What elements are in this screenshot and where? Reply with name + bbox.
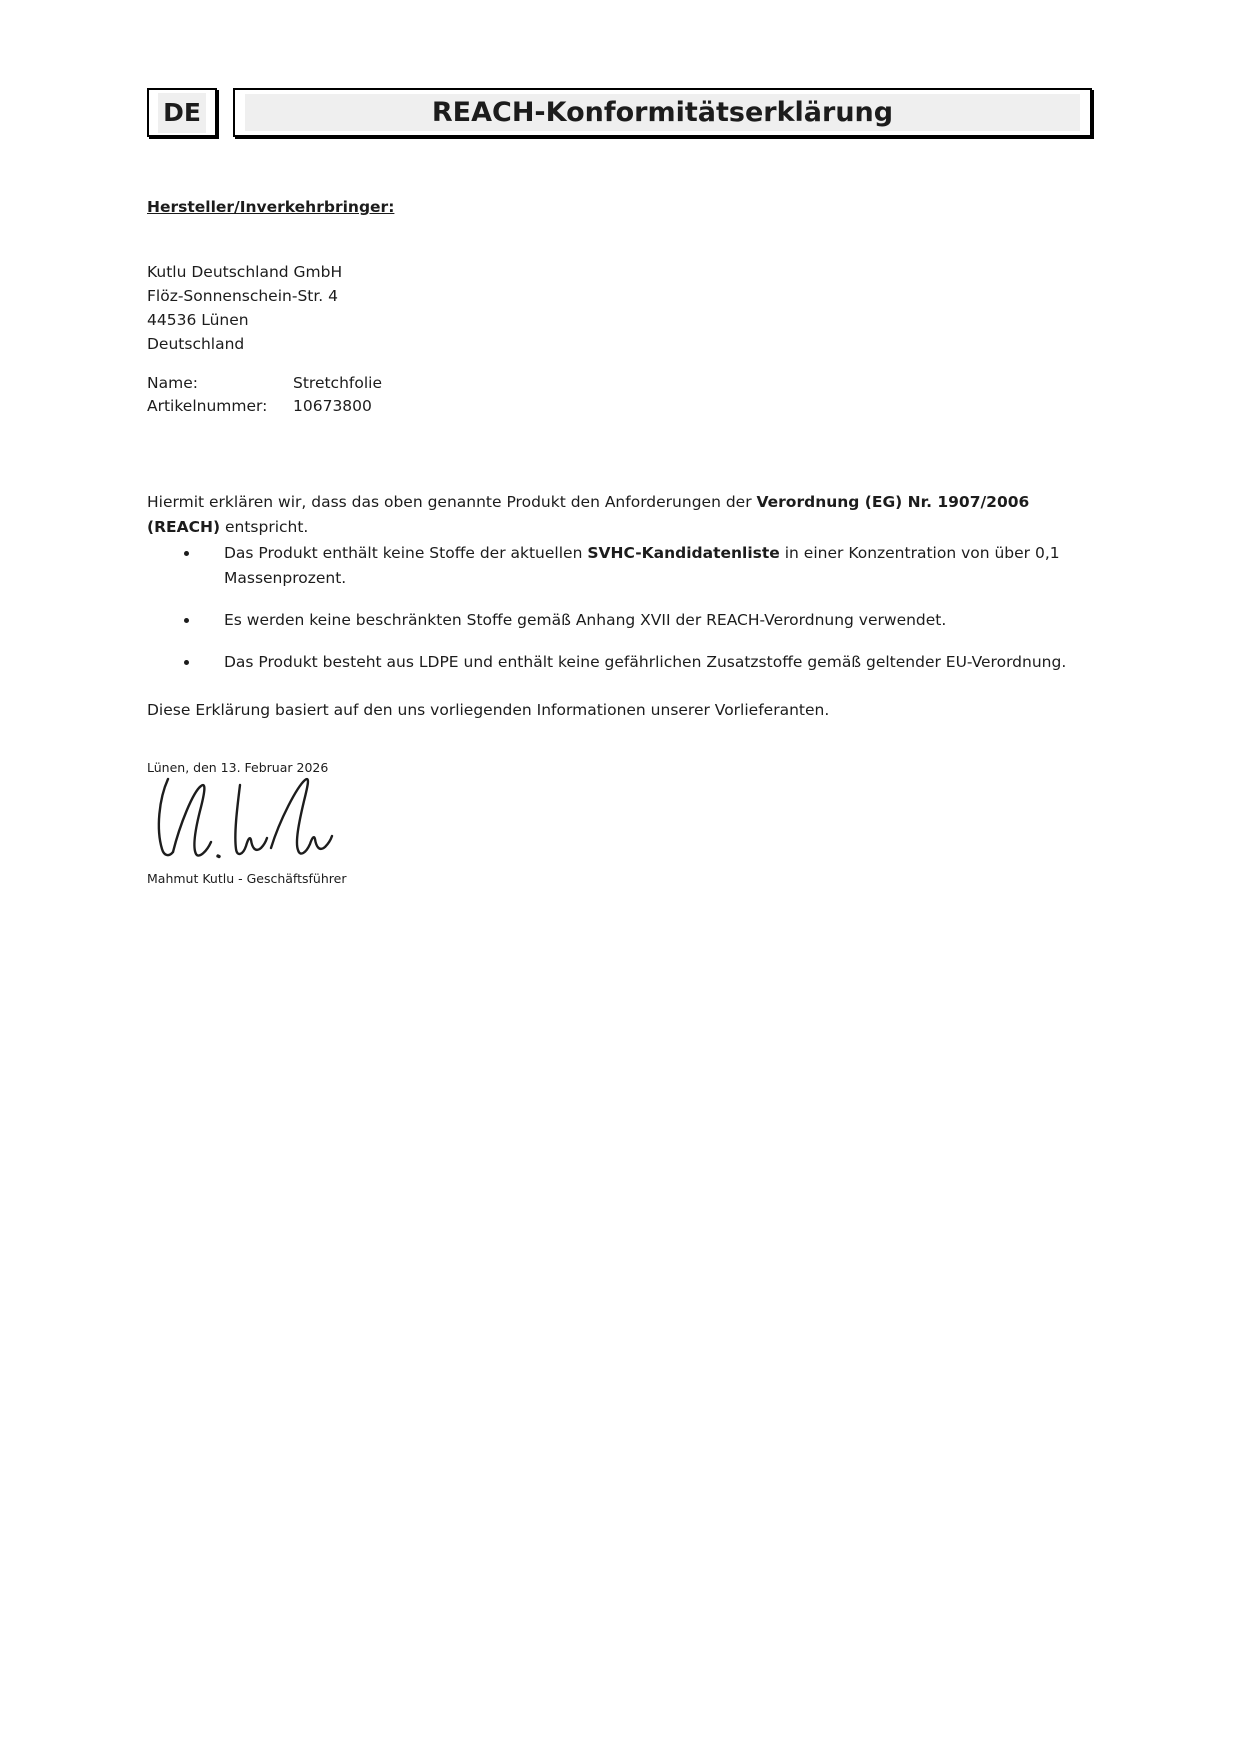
manufacturer-country: Deutschland	[147, 335, 245, 353]
bullet-svhc	[147, 541, 1094, 591]
product-info	[147, 372, 382, 418]
product-article-value: 10673800	[293, 397, 372, 415]
title-box	[233, 88, 1092, 137]
manufacturer-heading: Hersteller/Inverkehrbringer:	[147, 198, 395, 216]
declaration-intro	[147, 490, 1094, 540]
bullet-svhc-after: in einer Konzentration von über 0,1 Massenprozent.	[224, 544, 1060, 587]
manufacturer-city: 44536 Lünen	[147, 311, 249, 329]
place-date: Lünen, den 13. Februar 2026	[147, 760, 329, 775]
product-article-label: Artikelnummer:	[147, 397, 268, 415]
bullet-svhc-before: Das Produkt enthält keine Stoffe der aktuellen	[224, 544, 588, 562]
language-badge-box	[147, 88, 217, 137]
product-article-row	[147, 395, 382, 418]
document-header	[147, 88, 1092, 137]
bullet-svhc-bold: SVHC-Kandidatenliste	[587, 544, 780, 562]
signatory-caption: Mahmut Kutlu - Geschäftsführer	[147, 871, 347, 886]
declaration-basis: Diese Erklärung basiert auf den uns vorliegenden Informationen unserer Vorlieferanten.	[147, 700, 830, 719]
bullet-ldpe	[147, 650, 1094, 675]
product-name-label: Name:	[147, 374, 198, 392]
manufacturer-address	[147, 260, 342, 356]
product-name-value: Stretchfolie	[293, 374, 382, 392]
intro-text-before: Hiermit erklären wir, dass das oben genannte Produkt den Anforderungen der	[147, 492, 757, 511]
manufacturer-street: Flöz-Sonnenschein-Str. 4	[147, 287, 339, 305]
intro-text-after: entspricht.	[220, 517, 309, 536]
language-badge: DE	[158, 93, 206, 133]
manufacturer-company: Kutlu Deutschland GmbH	[147, 263, 343, 281]
bullet-ldpe-text: Das Produkt besteht aus LDPE und enthält keine gefährlichen Zusatzstoffe gemäß geltender EU-Verordnung.	[224, 653, 1067, 671]
signature-image	[150, 769, 340, 871]
page-title: REACH-Konformitätserklärung	[245, 94, 1080, 131]
intro-regulation-bold: Verordnung (EG) Nr. 1907/2006 (REACH)	[147, 492, 1030, 536]
bullet-annex-text: Es werden keine beschränkten Stoffe gemäß Anhang XVII der REACH-Verordnung verwendet.	[224, 611, 947, 629]
bullet-annex-xvii	[147, 608, 1094, 633]
product-name-row	[147, 372, 382, 395]
declaration-bullet-list	[147, 541, 1094, 692]
